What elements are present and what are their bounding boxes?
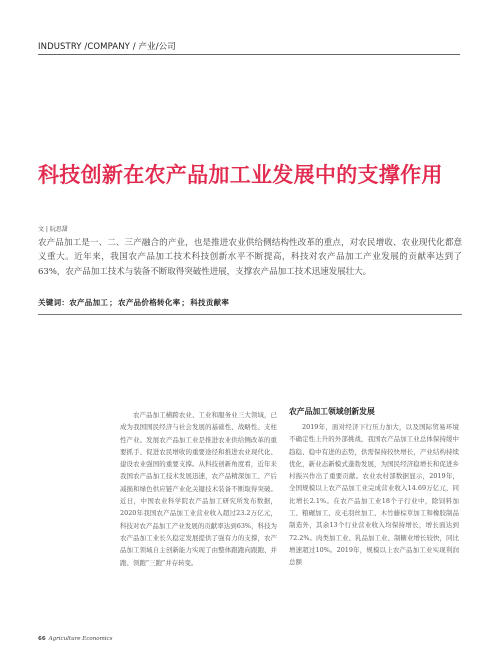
keywords: 关键词：农产品加工；农产品价格转化率；科技贡献率 <box>38 298 230 307</box>
section-tag: INDUSTRY /COMPANY / 产业/公司 <box>38 42 176 52</box>
body-column-left <box>120 409 277 569</box>
divider-rule <box>38 314 462 315</box>
article-title: 科技创新在农产品加工业发展中的支撑作用 <box>38 163 443 187</box>
body-paragraph: 2019年，面对经济下行压力加大，以及国际贸易环境不确定性上升的外部挑战，我国农产品加工业总体保持缓中趋稳、稳中有进的态势，供需保持较快增长，产业结构持续优化，新业态新模式蓬勃发展，为国民经济稳增长和促进乡村振兴作出了重要贡献。农业农村部数据显示，2019年，全国规模以上农产品加工业完成营业收入14.69万亿元，同比增长2.1%。在农产品加工业18个子行业中，除饲料加工、粮碾加工、皮毛羽丝加工、木竹藤棕草加工和橡胶制品制造外，其余13个行业营业收入均保持增长，增长面达到72.2%。肉类加工业、乳品加工业、制糖业增长较快，同比增速超过10%。2019年，规模以上农产品加工业实现利润总额 <box>289 423 459 567</box>
body-paragraph: 农产品加工横跨农业、工业和服务业三大领域，已成为我国国民经济与社会发展的基础性、战略性、支柱性产业。发展农产品加工业是推进农业供给侧改革的重要抓手、促进农民增收的重要途径和推进农业现代化、建设农业强国的重要支撑。从科技创新角度看，近年来我国农产品加工技术发展迅速，农产品精深加工、产后减损和绿色供应链产业化关键技术装备不断取得突破。近日，中国农业科学院农产品加工研究所发布数据，2020年我国农产品加工业营业收入超过23.2万亿元，科技对农产品加工产业发展的贡献率达到63%，科技为农产品加工业长久稳定发展提供了强有力的支撑，农产品加工领域自主创新能力实现了由整体跟跑向跟跑、并跑、领跑“三跑”并存转变。 <box>120 411 277 567</box>
keywords-label: 关键词： <box>38 298 70 307</box>
keyword-1: 农产品加工 <box>69 298 109 307</box>
page-footer <box>38 636 112 642</box>
keyword-3: 科技贡献率 <box>190 298 230 307</box>
keyword-2: 农产品价格转化率 <box>118 298 181 307</box>
author-byline: 文 | 阮思甜 <box>38 226 68 233</box>
section-heading: 农产品加工领域创新发展 <box>289 407 375 416</box>
body-column-right <box>289 406 459 569</box>
journal-name: Agriculture Economics <box>48 636 113 642</box>
page-number: 66 <box>38 636 46 642</box>
header-rule <box>38 54 460 55</box>
abstract: 农产品加工是一、二、三产融合的产业，也是推进农业供给侧结构性改革的重点，对农民增收、农业现代化都意义重大。近年来，我国农产品加工技术科技创新水平不断提高，科技对农产品加工产业发展的贡献率达到了63%，农产品加工技术与装备不断取得突破性进展，支撑农产品加工技术迅速发展壮大。 <box>38 238 462 277</box>
